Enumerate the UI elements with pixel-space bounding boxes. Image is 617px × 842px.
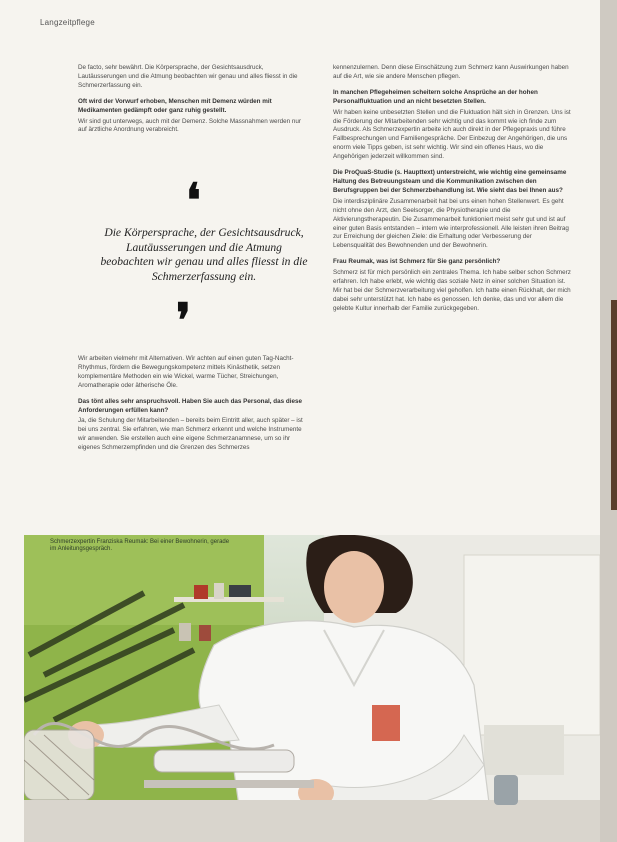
pull-quote: Die Körpersprache, der Gesichtsausdruck, Lautäusserungen und die Atmung beobachten wir genau und alles fliesst in die Schmerzerfassung ein. (100, 226, 308, 283)
right-intro: kennenzulernen. Denn diese Einschätzung zum Schmerz kann Auswirkungen haben auf die Art, wie sie andere Menschen pflegen. (333, 64, 569, 80)
left-answer-1b: Wir arbeiten vielmehr mit Alternativen. Wir achten auf einen guten Tag-Nacht-Rhythmus, fördern die Bewegungskompetenz mittels Kinästhetik, setzen komplementäre Methoden ein wie Wickel, warme Tücher, Streichungen, Aromatherapie oder ätherische Öle. (78, 355, 294, 389)
nurse-photo (24, 535, 600, 842)
left-column (78, 64, 310, 142)
name-badge (372, 705, 400, 741)
infusion-bag (154, 750, 294, 772)
close-quote-mark: ❜ (176, 295, 191, 346)
nurse-face (324, 551, 384, 623)
left-column-lower (78, 355, 310, 460)
section-label: Langzeitpflege (40, 18, 95, 27)
right-question-1: In manchen Pflegeheimen scheitern solche Ansprüche an der hohen Personalfluktuation und an nicht besetzten Stellen. (333, 88, 538, 105)
left-answer-2: Ja, die Schulung der Mitarbeitenden – bereits beim Eintritt aller, auch später – ist bei uns zentral. Sie erfahren, wie man Schmerz erkennt und welche Instrumente wir anwenden. Sie erstellen auch eine eigene Schmerzanamnese, um so ihr eigenes Schmerzempfinden und die Grenzen des Schmerzes (78, 417, 303, 452)
left-answer-1: Wir sind gut unterwegs, auch mit der Demenz. Solche Massnahmen werden nur auf ärztliche Anordnung verabreicht. (78, 117, 301, 134)
left-question-2: Das tönt alles sehr anspruchsvoll. Haben Sie auch das Personal, das diese Anforderungen erfüllen kann? (78, 397, 302, 414)
right-answer-1: Wir haben keine unbesetzten Stellen und die Fluktuation hält sich in Grenzen. Uns ist die Förderung der Mitarbeitenden sehr wichtig und das kommt wie ich finde zum Ausdruck. Als Schmerzexpertin arbeite ich auch direkt in der Pflegepraxis und führe Fallbesprechungen und Familiengespräche. Der Einbezug der Angehörigen, die uns enorm viele Tipps geben, ist sehr wichtig. Wir sind ein offenes Haus, wo die Angehörigen jederzeit willkommen sind. (333, 108, 571, 161)
nurse-illustration (24, 535, 600, 842)
right-answer-3: Schmerz ist für mich persönlich ein zentrales Thema. Ich habe selber schon Schmerz erfahren. Ich habe erlebt, wie wichtig das soziale Netz in einer solchen Situation ist. Mir hat bei der Schmerzverarbeitung viel geholfen. Ich hatte einen Rückhalt, der mich dabei sehr unterstützt hat. Ich habe es genossen. Ich denke, das und vor allem die gelebte Kultur innerhalb der Familie zurückgegeben. (333, 269, 571, 312)
bottle (494, 775, 518, 805)
photo-caption: Schmerzexpertin Franziska Reumak: Bei einer Bewohnerin, gerade im Anleitungsgespräch. (50, 539, 230, 553)
right-question-3: Frau Reumak, was ist Schmerz für Sie ganz persönlich? (333, 258, 501, 266)
left-intro: De facto, sehr bewährt. Die Körpersprache, der Gesichtsausdruck, Lautäusserungen und die Atmung beobachten wir genau und alles fliesst in die Schmerzerfassung ein. (78, 64, 298, 89)
page-edge (600, 0, 617, 842)
open-quote-mark: ❛ (186, 175, 201, 226)
right-question-2: Die ProQuaS-Studie (s. Haupttext) unterstreicht, wie wichtig eine gemeinsame Haltung des Betreuungsteam und die Kommunikation zwischen den Berufsgruppen bei der Schmerzbehandlung ist. Wie sieht das bei Ihnen aus? (333, 169, 567, 194)
right-answer-2: Die interdisziplinäre Zusammenarbeit hat bei uns einen hohen Stellenwert. Es geht nicht ohne den Arzt, den Seelsorger, die Physiotherapie und die Aktivierungstherapeutin. Die Zusammenarbeit funktioniert meist sehr gut und ist auf einer guten Basis entstanden – intern wie interprofessionell. Alle leisten ihren Beitrag zur Erreichung der gleichen Ziele: die Erhaltung oder Verbesserung der Lebensqualität des Bewohnenden und der Bewohnerin. (333, 197, 569, 250)
right-column (333, 64, 573, 321)
edge-tab (611, 300, 617, 510)
left-question-1: Oft wird der Vorwurf erhoben, Menschen mit Demenz würden mit Medikamenten gedämpft oder ganz ruhig gestellt. (78, 97, 272, 114)
